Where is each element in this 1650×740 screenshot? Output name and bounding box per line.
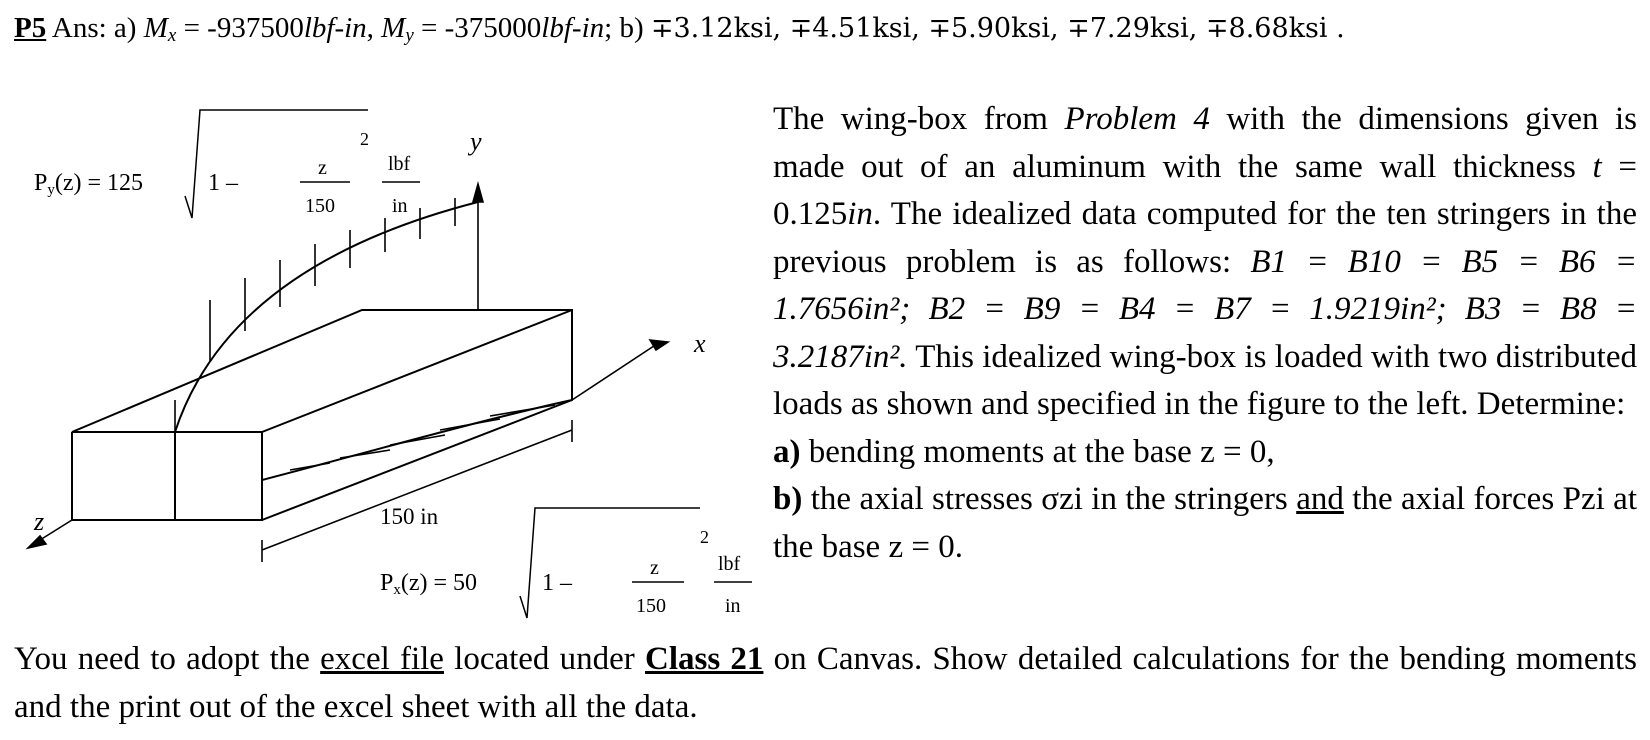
excel-file-link[interactable]: excel file bbox=[320, 641, 444, 677]
boom-areas-2: B2 = B9 = B4 = B7 = 1.9219in²; bbox=[928, 291, 1447, 327]
part-a-text: bending moments at the base z = 0, bbox=[800, 433, 1275, 470]
py-label: Py(z) = 125 bbox=[34, 170, 144, 198]
problem-number: P5 bbox=[14, 12, 47, 44]
problem-reference: Problem 4 bbox=[1064, 101, 1210, 137]
boom-areas-1: B1 = B10 = B5 = B6 = 1.7656in²; bbox=[773, 243, 1637, 327]
px-frac-num: z bbox=[650, 557, 659, 579]
mx-unit: lbf-in bbox=[303, 12, 367, 44]
answer-line: P5 Ans: a) $M_x = -937500lbf-in$, $M_y = -375000lbf-in$; b) ∓3.12ksi, ∓4.51ksi, ∓5.90ksi, ∓7.29ksi, ∓8.68ksi . bbox=[14, 12, 1345, 46]
py-frac-den: 150 bbox=[305, 195, 335, 217]
part-b-label: ; b) bbox=[604, 12, 644, 44]
my-unit: lbf-in bbox=[541, 12, 605, 44]
py-unit-num: lbf bbox=[388, 153, 411, 175]
py-load-curve bbox=[175, 202, 478, 432]
length-label: 150 in bbox=[380, 504, 439, 529]
py-arrows bbox=[175, 184, 483, 432]
px-label: Px(z) = 50 bbox=[380, 570, 478, 598]
problem-statement: The wing-box from Problem 4 with the dimensions given is made out of an aluminum with the same wall thickness t = 0.125in. The idealized data computed for the ten stringers in the previous problem is as follows: B1 = B10 = B5 = B6 = 1.7656in²; B2 = B9 = B4 = B7 = 1.9219in²; B3 = B8 = 3.2187in². This idealized wing-box is loaded with two distributed loads as shown and specified in the figure to the left. Determine: a) bending moments at the base z = 0, b) the axial stresses σzi in the stringers and the axial forces Pzi at the base z = 0. bbox=[773, 101, 1637, 565]
mx-value: = -937500 bbox=[183, 12, 304, 44]
part-a-label: a) bbox=[773, 433, 801, 470]
class-21-link[interactable]: Class 21 bbox=[645, 641, 764, 677]
my-symbol: M bbox=[381, 12, 406, 44]
px-frac-den: 150 bbox=[636, 595, 666, 617]
answer-prefix: Ans: a) bbox=[51, 12, 137, 44]
py-frac-num: z bbox=[318, 157, 327, 179]
px-unit-den: in bbox=[725, 595, 741, 617]
px-unit-num: lbf bbox=[718, 553, 741, 575]
part-b-and: and bbox=[1296, 481, 1344, 517]
py-exponent: 2 bbox=[360, 129, 369, 149]
py-unit-den: in bbox=[392, 195, 408, 217]
instructions: You need to adopt the excel file located under Class 21 on Canvas. Show detailed calculations for the bending moments and the print out of the excel sheet with all the data. bbox=[14, 641, 1637, 725]
axis-x-label: x bbox=[694, 329, 706, 358]
wing-box-figure bbox=[0, 100, 780, 640]
stress-answers: ∓3.12ksi, ∓4.51ksi, ∓5.90ksi, ∓7.29ksi, ∓8.68ksi . bbox=[650, 13, 1345, 44]
px-arrows bbox=[290, 340, 668, 470]
axis-y-label: y bbox=[470, 127, 482, 156]
my-sub: y bbox=[405, 25, 414, 46]
mx-symbol: M bbox=[143, 12, 168, 44]
px-one-minus: 1 – bbox=[542, 570, 572, 596]
part-b-label: b) bbox=[773, 481, 803, 517]
py-one-minus: 1 – bbox=[208, 170, 238, 196]
part-b-text-1: the axial stresses σzi in the stringers bbox=[802, 481, 1297, 517]
mx-sub: x bbox=[167, 25, 177, 46]
my-value: = -375000 bbox=[421, 12, 542, 44]
boom-areas-3: B3 = B8 = 3.2187in². bbox=[773, 291, 1637, 375]
px-exponent: 2 bbox=[700, 527, 709, 547]
axes bbox=[28, 420, 572, 562]
axis-z-label: z bbox=[34, 507, 45, 536]
part-b-text-2: the axial forces Pzi at the base z = 0. bbox=[773, 481, 1637, 565]
